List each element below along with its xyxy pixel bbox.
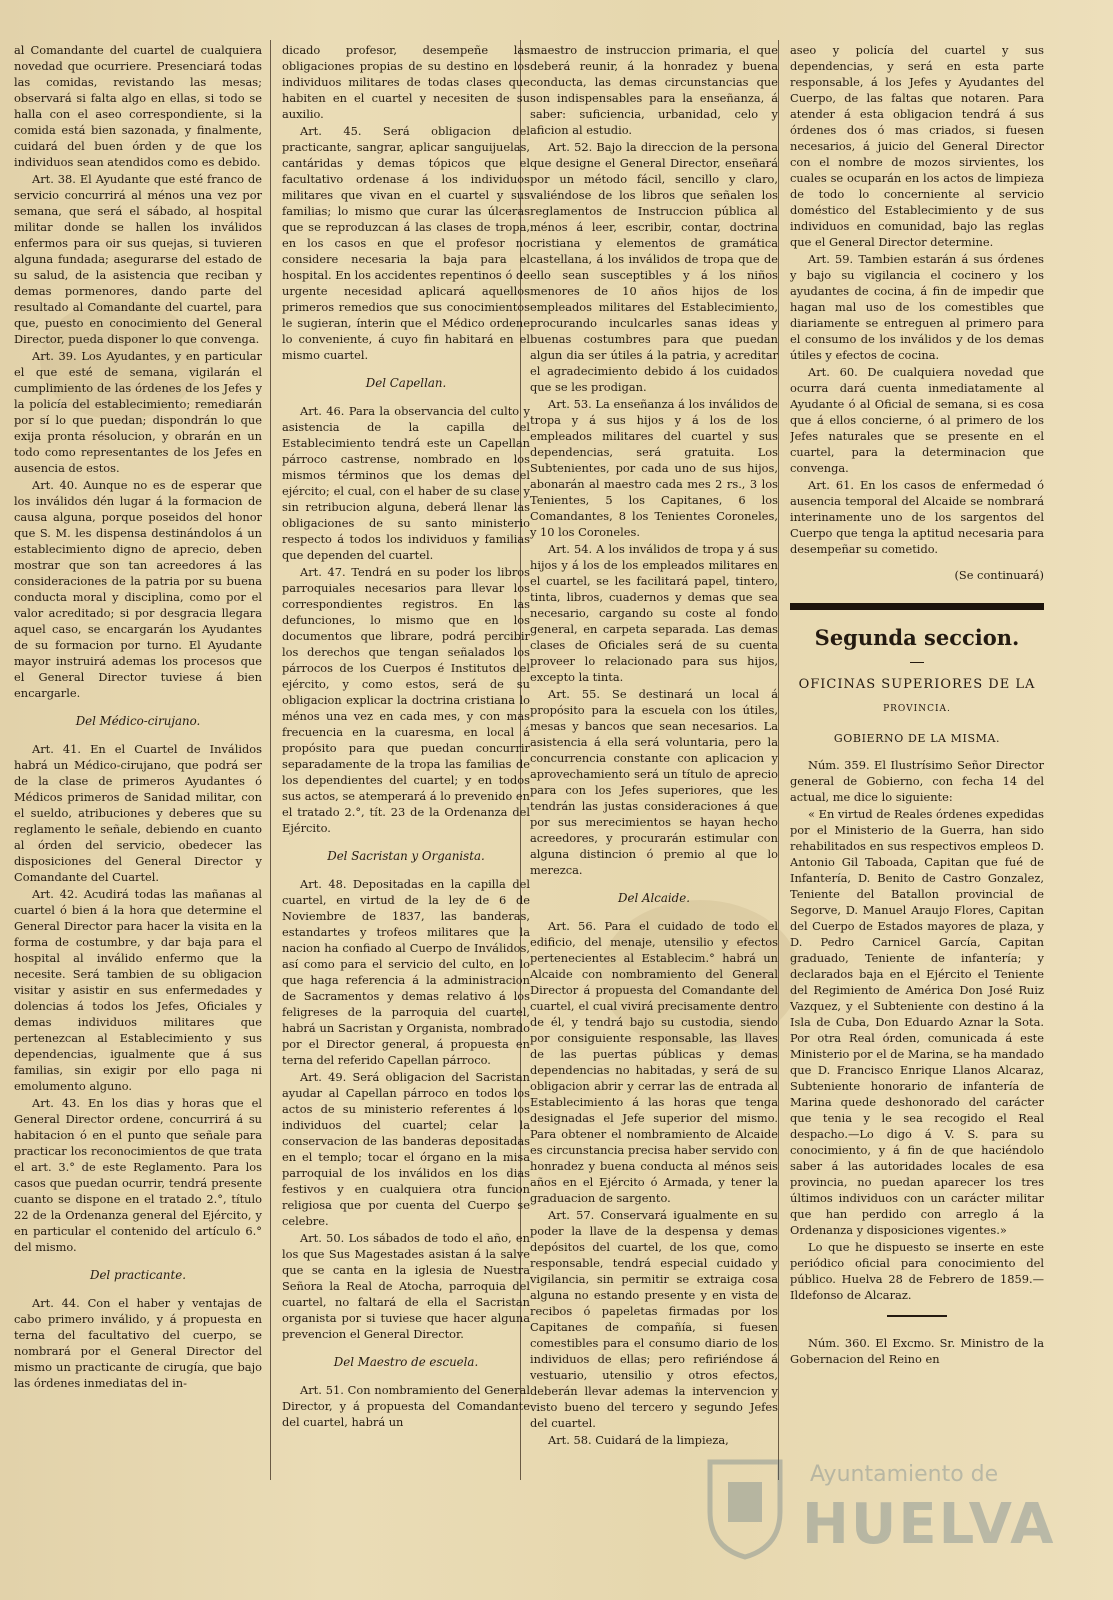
paragraph: Art. 51. Con nombramiento del General Director, y á propuesta del Comandante del cuartel, habrá un bbox=[282, 1383, 530, 1429]
government-label: GOBIERNO DE LA MISMA. bbox=[833, 732, 1001, 745]
text-column-1 bbox=[14, 42, 262, 1577]
paragraph: Art. 48. Depositadas en la capilla del cuartel, en virtud de la ley de 6 de Noviembre de 1837, las banderas, estandartes y trofeos militares que la nacion ha confiado al Cuerpo de Inválidos, así como para el servicio del culto, en lo que haga referencia á la administracion de Sacramentos y demas relativo á los feligreses de la parroquia del cuartel, habrá un Sacristan y Organista, nombrado por el Director general, á propuesta en terna del referido Capellan párroco. bbox=[282, 877, 530, 1067]
paragraph: aseo y policía del cuartel y sus dependencias, y será en esta parte responsable, á los Jefes y Ayudantes del Cuerpo, de las faltas que notaren. Para atender á esta obligacion tendrá á sus órdenes dos ó mas criados, si fuesen necesarios, á juicio del General Director con el nombre de mozos sirvientes, los cuales se ocuparán en los actos de limpieza de todo lo concerniente al servicio doméstico del Establecimiento y de sus individuos en comunidad, bajo las reglas que el General Director determine. bbox=[790, 43, 1044, 249]
paragraph: Núm. 359. El Ilustrísimo Señor Director general de Gobierno, con fecha 14 del actual, me dice lo siguiente: bbox=[790, 758, 1044, 804]
continuation-note: (Se continuará) bbox=[954, 568, 1044, 582]
office-title: OFICINAS SUPERIORES DE LA bbox=[798, 677, 1036, 692]
watermark-line-2: HUELVA bbox=[802, 1492, 1056, 1557]
paragraph: Art. 54. A los inválidos de tropa y á sus hijos y á los de los empleados militares en el cuartel, se les facilitará papel, tintero, tinta, libros, cuadernos y demas que sea necesario, cargando su coste al fondo general, en carpeta separada. Las demas clases de Oficiales será de su cuenta proveer lo relacionado para sus hijos, excepto la tinta. bbox=[530, 542, 778, 684]
paragraph: Art. 59. Tambien estarán á sus órdenes y bajo su vigilancia el cocinero y los ayudantes de cocina, á fin de impedir que hagan mal uso de los comestibles que diariamente se entreguen al primero para el consumo de los inválidos y de los demas útiles y efectos de cocina. bbox=[790, 252, 1044, 362]
paragraph: Art. 49. Será obligacion del Sacristan ayudar al Capellan párroco en todos los actos de su ministerio referentes á los individuos del cuartel; celar la conservacion de las banderas depositadas en el templo; tocar el órgano en la misa parroquial de los inválidos en los dias festivos y en cualquiera otra funcion religiosa que por cuenta del Cuerpo se celebre. bbox=[282, 1070, 530, 1228]
paragraph: « En virtud de Reales órdenes expedidas por el Ministerio de la Guerra, han sido rehabilitados en sus respectivos empleos D. Antonio Gil Taboada, Capitan que fué de Infantería, D. Benito de Castro Gonzalez, Teniente del Batallon provincial de Segorve, D. Manuel Araujo Flores, Capitan del Cuerpo de Estados mayores de plaza, y D. Pedro Carnicel García, Capitan graduado, Teniente de infantería; y declarados baja en el Ejército el Teniente del Regimiento de América Don José Ruiz Vazquez, y el Subteniente con destino á la Isla de Cuba, Don Eduardo Aznar la Sota. Por otra Real órden, comunicada á este Ministerio por el de Marina, se ha mandado que D. Francisco Enrique Llanos Alcaraz, Subteniente honorario de infantería de Marina quede deshonorado del carácter que tenia y le sea recogido el Real despacho.—Lo digo á V. S. para su conocimiento, y á fin de que haciéndolo saber á las autoridades locales de esa provincia, no puedan aparecer los tres últimos individuos con un carácter militar que han perdido con arreglo á la Ordenanza y disposiciones vigentes.» bbox=[790, 807, 1044, 1237]
text-column-2 bbox=[282, 42, 530, 1577]
paragraph: Art. 43. En los dias y horas que el General Director ordene, concurrirá á su habitacion ó en el punto que señale para practicar los reconocimientos de que trata el art. 3.° de este Reglamento. Para los casos que puedan ocurrir, tendrá presente cuanto se dispone en el tratado 2.°, título 22 de la Ordenanza general del Ejército, y en particular el contenido del artículo 6.° del mismo. bbox=[14, 1096, 262, 1254]
watermark-line-1: Ayuntamiento de bbox=[810, 1462, 999, 1487]
short-divider bbox=[887, 1315, 947, 1317]
paragraph: dicado profesor, desempeñe las obligaciones propias de su destino en los individuos militares de todas clases que habiten en el cuartel y necesiten de su auxilio. bbox=[282, 43, 530, 121]
paragraph: Art. 44. Con el haber y ventajas de cabo primero inválido, y á propuesta en terna del facultativo del cuerpo, se nombrará por el General Director del mismo un practicante de cirugía, que bajo las órdenes inmediatas del in- bbox=[14, 1296, 262, 1390]
divider-dash bbox=[910, 662, 924, 663]
paragraph: Art. 58. Cuidará de la limpieza, bbox=[548, 1433, 729, 1447]
coat-of-arms-icon bbox=[700, 1452, 790, 1562]
paragraph: Art. 55. Se destinará un local á propósito para la escuela con los útiles, mesas y bancos que sean necesarios. La asistencia á ella será voluntaria, pero la concurrencia constante con aplicacion y aprovechamiento será un título de aprecio para con los Jefes superiores, que les tendrán las justas consideraciones á que por sus merecimientos se hayan hecho acreedores, y procurarán estimular con alguna distincion ó premio al que lo merezca. bbox=[530, 687, 778, 877]
section-title: Segunda seccion. bbox=[814, 625, 1020, 650]
section-heading: Del Sacristan y Organista. bbox=[327, 849, 485, 863]
section-heading: Del Alcaide. bbox=[618, 891, 690, 905]
paragraph: Art. 52. Bajo la direccion de la persona que designe el General Director, enseñará por un método fácil, sencillo y claro, valiéndose de los libros que señalen los reglamentos de Instruccion pública al ménos á leer, escribir, contar, doctrina cristiana y elementos de gramática castellana, á los inválidos de tropa que de ello sean susceptibles y á los niños menores de 10 años hijos de los empleados militares del Establecimiento, procurando inculcarles sanas ideas y buenas costumbres para que puedan algun dia ser útiles á la patria, y acreditar el agradecimiento debido á los cuidados que se les prodigan. bbox=[530, 140, 778, 394]
province-label: PROVINCIA. bbox=[883, 704, 951, 714]
paragraph: Art. 45. Será obligacion del practicante, sangrar, aplicar sanguijuelas, cantáridas y demas tópicos que el facultativo ordenase á los individuos militares que vivan en el cuartel y sus familias; lo mismo que curar las úlceras que se reproduzcan á las clases de tropa, en los casos en que el profesor no considere necesaria la baja para el hospital. En los accidentes repentinos ó de urgente necesidad aplicará aquellos primeros remedios que sus conocimientos le sugieran, ínterin que el Médico ordene lo conveniente, á cuyo fin habitará en el mismo cuartel. bbox=[282, 124, 530, 362]
paragraph: maestro de instruccion primaria, el que deberá reunir, á la honradez y buena conducta, las demas circunstancias que son indispensables para la enseñanza, á saber: suficiencia, urbanidad, celo y aficion al estudio. bbox=[530, 43, 778, 137]
paragraph: Art. 50. Los sábados de todo el año, en los que Sus Magestades asistan á la salve que se canta en la iglesia de Nuestra Señora la Real de Atocha, parroquia del cuartel, no faltará de ella el Sacristan organista por si tuviese que hacer alguna prevencion el General Director. bbox=[282, 1231, 530, 1341]
text-column-3 bbox=[530, 42, 778, 1577]
section-heading: Del practicante. bbox=[89, 1268, 187, 1282]
section-heading: Del Maestro de escuela. bbox=[333, 1355, 479, 1369]
paragraph: Art. 46. Para la observancia del culto y asistencia de la capilla del Establecimiento tendrá este un Capellan párroco castrense, nombrado en los mismos términos que los demas del ejército; el cual, con el haber de su clase y sin retribucion alguna, deberá llenar las obligaciones de su santo ministerio respecto á todos los individuos y familias que dependen del cuartel. bbox=[282, 404, 530, 562]
paragraph: Art. 56. Para el cuidado de todo el edificio, del menaje, utensilio y efectos pertenecientes al Establecim.° habrá un Alcaide con nombramiento del General Director á propuesta del Comandante del cuartel, el cual vivirá precisamente dentro de él, y tendrá bajo su custodia, siendo por consiguiente responsable, las llaves de las puertas públicas y demas dependencias no habitadas, y será de su obligacion abrir y cerrar las de entrada al Establecimiento á las horas que tenga designadas el Jefe superior del mismo. Para obtener el nombramiento de Alcaide es circunstancia precisa haber servido con honradez y buena conducta al ménos seis años en el Ejército ó Armada, y tener la graduacion de sargento. bbox=[530, 919, 778, 1205]
section-heading: Del Médico-cirujano. bbox=[75, 714, 201, 728]
paragraph: Art. 60. De cualquiera novedad que ocurra dará cuenta inmediatamente al Ayudante ó al Oficial de semana, si es cosa que á ellos concierne, ó al primero de los Jefes naturales que se presente en el cuartel, para la determinacion que convenga. bbox=[790, 365, 1044, 475]
paragraph: Núm. 360. El Excmo. Sr. Ministro de la Gobernacion del Reino en bbox=[790, 1336, 1044, 1366]
paragraph: Lo que he dispuesto se inserte en este periódico oficial para conocimiento del público. Huelva 28 de Febrero de 1859.—Ildefonso de Alcaraz. bbox=[790, 1240, 1044, 1302]
paragraph: Art. 41. En el Cuartel de Inválidos habrá un Médico-cirujano, que podrá ser de la clase de primeros Ayudantes ó Médicos primeros de Sanidad militar, con el sueldo, atribuciones y deberes que su reglamento le señale, debiendo en cuanto al órden del servicio, obedecer las disposiciones del General Director y Comandante del Cuartel. bbox=[14, 742, 262, 884]
archive-watermark bbox=[690, 1440, 1056, 1580]
paragraph: Art. 39. Los Ayudantes, y en particular el que esté de semana, vigilarán el cumplimiento de las órdenes de los Jefes y la policía del establecimiento; remediarán por sí lo que puedan; dispondrán lo que exija pronta résolucion, y obrarán en un todo como representantes de los Jefes en ausencia de estos. bbox=[14, 349, 262, 475]
column-divider bbox=[270, 40, 271, 1480]
paragraph: Art. 53. La enseñanza á los inválidos de tropa y á sus hijos y á los de los empleados militares del cuartel y sus dependencias, será gratuita. Los Subtenientes, por cada uno de sus hijos, abonarán al maestro cada mes 2 rs., 3 los Tenientes, 5 los Capitanes, 6 los Comandantes, 8 los Tenientes Coroneles, y 10 los Coroneles. bbox=[530, 397, 778, 539]
paragraph: Art. 42. Acudirá todas las mañanas al cuartel ó bien á la hora que determine el General Director para hacer la visita en la forma de costumbre, y dar baja para el hospital al inválido enfermo que la necesite. Será tambien de su obligacion visitar y asistir en sus enfermedades y dolencias á todos los Jefes, Oficiales y demas individuos militares que pertenezcan al Establecimiento y sus dependencias, igualmente que á sus familias, sin exigir por ello paga ni emolumento alguno. bbox=[14, 887, 262, 1093]
paragraph: Art. 57. Conservará igualmente en su poder la llave de la despensa y demas depósitos del cuartel, de los que, como responsable, tendrá especial cuidado y vigilancia, sin permitir se extraiga cosa alguna no estando presente y en vista de recibos ó papeletas firmadas por los Capitanes de compañía, si fuesen comestibles para el consumo diario de los individuos de ellas; pero refiriéndose á vestuario, utensilio y otros efectos, deberán llevar ademas la intervencion y visto bueno del tercero y segundo Jefes del cuartel. bbox=[530, 1208, 778, 1430]
section-heading: Del Capellan. bbox=[365, 376, 447, 390]
paragraph: Art. 61. En los casos de enfermedad ó ausencia temporal del Alcaide se nombrará interinamente uno de los sargentos del Cuerpo que tenga la aptitud necesaria para desempeñar su cometido. bbox=[790, 478, 1044, 556]
paragraph: Art. 38. El Ayudante que esté franco de servicio concurrirá al ménos una vez por semana, que será el sábado, al hospital militar donde se hallen los inválidos enfermos para oir sus quejas, si tuvieren alguna fundada; asegurarse del estado de su salud, de la asistencia que reciban y demas pormenores, dando parte del resultado al Comandante del cuartel, para que, puesto en conocimiento del General Director, pueda disponer lo que convenga. bbox=[14, 172, 262, 346]
column-divider bbox=[778, 40, 779, 1480]
text-column-4 bbox=[790, 42, 1044, 1577]
paragraph: al Comandante del cuartel de cualquiera novedad que ocurriere. Presenciará todas las comidas, revistando las mesas; observará si falta algo en ellas, si todo se halla con el aseo correspondiente, si la comida está bien sazonada, y finalmente, cuidará del buen órden y de que los individuos sean atendidos como es debido. bbox=[14, 43, 262, 169]
section-rule bbox=[790, 603, 1044, 610]
paragraph: Art. 47. Tendrá en su poder los libros parroquiales necesarios para llevar los correspondientes registros. En las defunciones, lo mismo que en los documentos que librare, podrá percibir los derechos que tengan señalados los párrocos de los Cuerpos é Institutos del ejército, y como estos, será de su obligacion explicar la doctrina cristiana lo ménos una vez en cada mes, y con mas frecuencia en la cuaresma, en local á propósito para que puedan concurrir separadamente de la tropa las familias de los dependientes del cuartel; y en todos sus actos, se atemperará á lo prevenido en el tratado 2.°, tít. 23 de la Ordenanza del Ejército. bbox=[282, 565, 530, 835]
paragraph: Art. 40. Aunque no es de esperar que los inválidos dén lugar á la formacion de causa alguna, porque poseidos del honor que S. M. les dispensa destinándolos á un establecimiento digno de aprecio, deben mostrar que son tan acreedores á las consideraciones de la patria por su buena conducta moral y disciplina, como por el valor acreditado; si por desgracia llegara aquel caso, se encargarán los Ayudantes de su formacion por turno. El Ayudante mayor instruirá ademas los procesos que el General Director tuviese á bien encargarle. bbox=[14, 478, 262, 700]
